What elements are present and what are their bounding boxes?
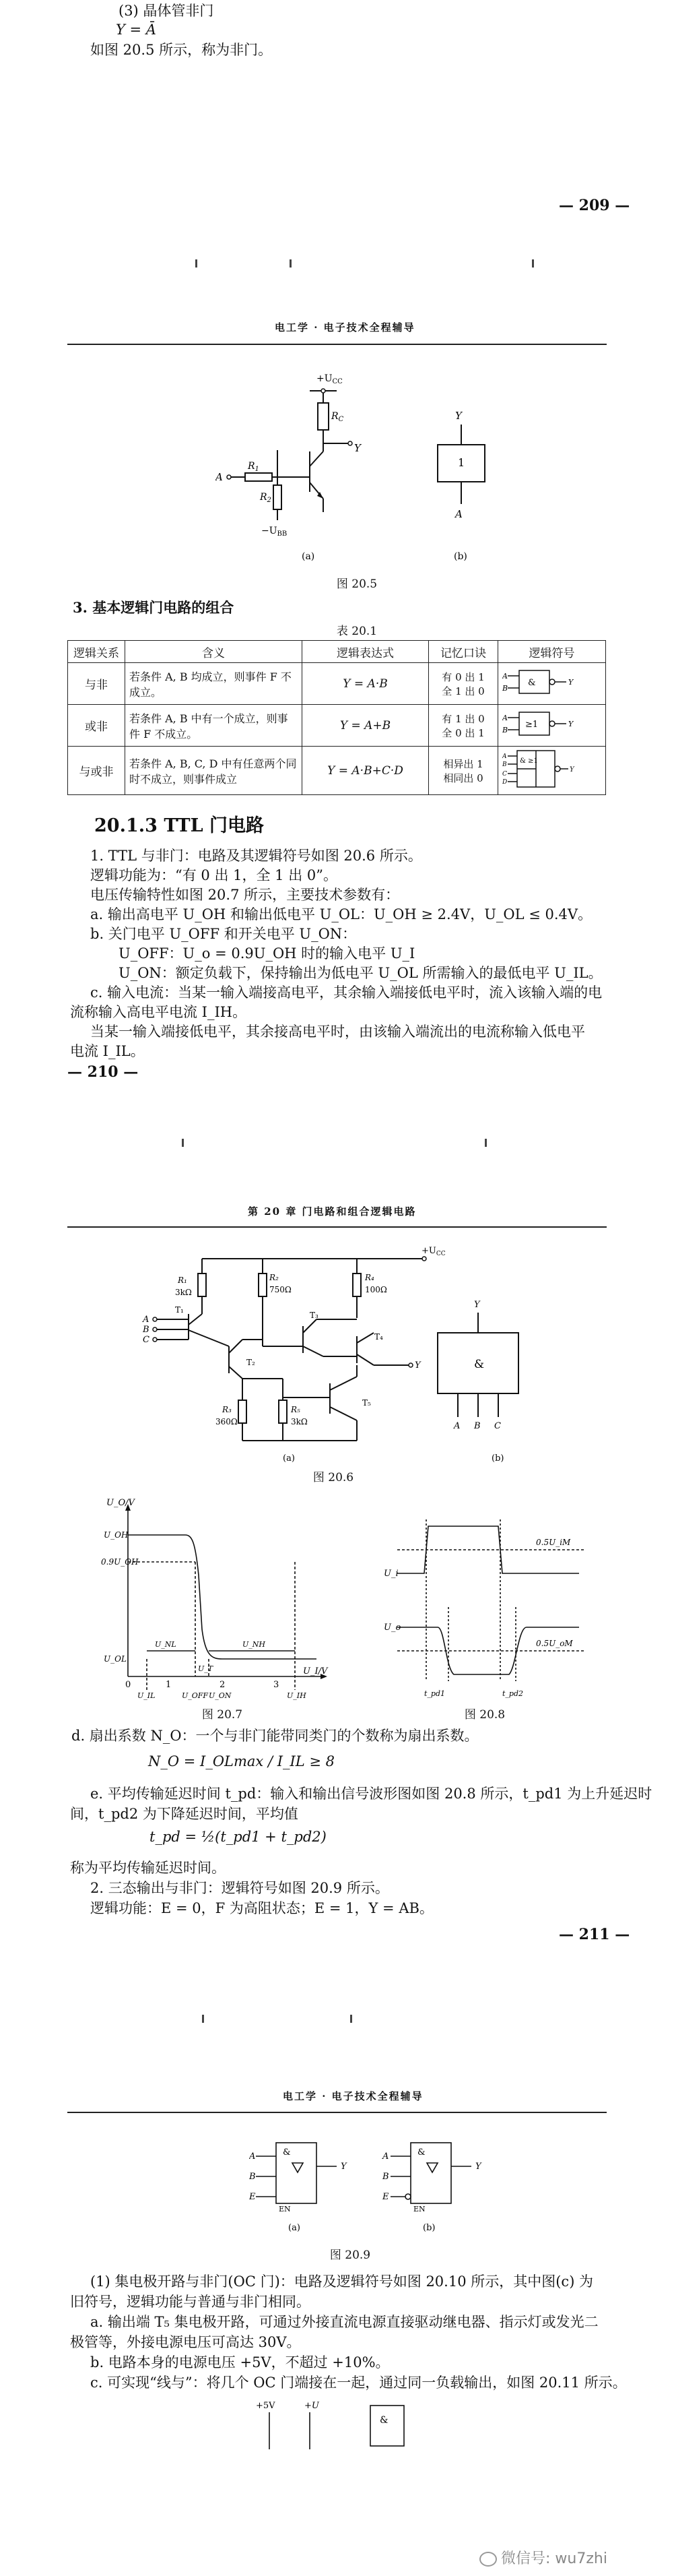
table-cell [429, 663, 498, 705]
page-number: — 211 — [559, 1926, 630, 1943]
paragraph: U_ON：额定负载下，保持输出为低电平 U_OL 所需输入的最低电平 U_IL。 [119, 965, 603, 981]
figure-20-6 [128, 1238, 559, 1468]
mnemonic: 有 0 出 1 [442, 670, 485, 683]
paragraph: 如图 20.5 所示，称为非门。 [90, 42, 273, 58]
and-text: & [283, 2147, 291, 2158]
v5-label: +5V [256, 2401, 275, 2411]
svg-text:& ≥1: & ≥1 [520, 757, 538, 765]
r5-value: 3kΩ [291, 1417, 308, 1426]
y-axis-label: U_O/V [106, 1498, 135, 1508]
uol-label: U_OL [104, 1654, 127, 1664]
svg-text:Y: Y [570, 766, 574, 774]
noise-high-label: U_NH [242, 1640, 265, 1649]
scan-mark [485, 1139, 487, 1147]
r5-label: R₅ [291, 1405, 300, 1414]
paragraph: 称为平均传输延迟时间。 [70, 1860, 226, 1876]
r3-value: 360Ω [215, 1417, 238, 1426]
figure-caption: 图 20.9 [329, 2249, 371, 2262]
svg-text:&: & [417, 2147, 426, 2158]
paragraph: 当某一输入端接低电平，其余接高电平时，由该输入端流出的电流称输入低电平 [90, 1024, 585, 1040]
paragraph: a. 输出高电平 U_OH 和输出低电平 U_OL：U_OH ≥ 2.4V，U_OL ≤ 0.4V。 [90, 906, 593, 922]
section-heading: 20.1.3 TTL 门电路 [94, 815, 264, 836]
figure-20-10-partial [242, 2399, 458, 2453]
symbol-b-label: B [474, 1421, 481, 1431]
table-cell [498, 663, 606, 705]
logic-table [67, 640, 606, 795]
figure-caption: 图 20.7 [201, 1708, 243, 1722]
uoh-label: U_OH [104, 1530, 129, 1540]
fig-a-label: (a) [288, 2223, 300, 2233]
paragraph: c. 可实现“线与”：将几个 OC 门端接在一起，通过同一负载输出，如图 20.11 所示。 [90, 2375, 627, 2391]
table-row [68, 663, 606, 705]
svg-text:E: E [249, 2192, 256, 2202]
paragraph: 电压传输特性如图 20.7 所示，主要技术参数有： [90, 887, 400, 903]
mnemonic: 全 1 出 0 [442, 685, 485, 697]
mnemonic: 全 0 出 1 [442, 726, 485, 739]
column-header: 逻辑符号 [498, 641, 606, 663]
vcc-label: $+U_{CC}$ [316, 373, 343, 385]
output-y-label: Y [354, 442, 361, 454]
uo-label: U_o [384, 1623, 401, 1633]
header-rule [67, 344, 607, 345]
expression: Y = A+B [339, 718, 391, 732]
ui-label: U_i [384, 1569, 399, 1579]
output-y-label: Y [415, 1360, 421, 1371]
paragraph: a. 输出端 T₅ 集电极开路，可通过外接直流电源直接驱动继电器、指示灯或发光二 [90, 2314, 599, 2330]
x-tick-label: 1 [166, 1680, 172, 1690]
header-rule [67, 2112, 607, 2113]
input-b-label: B [143, 1325, 149, 1335]
x-sub-label: U_ON [209, 1691, 232, 1700]
mnemonic: 相异出 1 [443, 757, 483, 770]
symbol-c-label: C [494, 1421, 501, 1431]
paragraph: 流称输入高电平电流 I_IH。 [70, 1004, 247, 1020]
paragraph: e. 平均传输延迟时间 t_pd：输入和输出信号波形图如图 20.8 所示，t_pd1 为上升延迟时 [90, 1786, 652, 1802]
t2-label: T₂ [246, 1358, 255, 1367]
svg-text:B: B [502, 684, 508, 693]
rc-label: $R_C$ [331, 411, 344, 423]
svg-text:A: A [502, 753, 507, 760]
table-cell [302, 705, 429, 747]
paragraph: (1) 集电极开路与非门(OC 门)：电路及逻辑符号如图 20.10 所示，其中图(c) 为 [90, 2273, 594, 2290]
symbol-y-label: Y [474, 1300, 480, 1310]
tpd1-label: t_pd1 [424, 1689, 446, 1698]
r3-label: R₃ [222, 1405, 232, 1414]
column-header: 记忆口诀 [429, 641, 498, 663]
running-header: 电工学 · 电子技术全程辅导 [275, 321, 415, 334]
fig-b-label: (b) [492, 1453, 504, 1464]
r4-label: R₄ [365, 1273, 374, 1282]
half-input-label: 0.5U_iM [536, 1538, 571, 1547]
svg-text:A: A [382, 2151, 389, 2162]
paragraph: 间，t_pd2 为下降延迟时间，平均值 [70, 1806, 298, 1822]
r2-value: 750Ω [269, 1285, 292, 1294]
ninety-label: 0.9U_OH [101, 1557, 139, 1567]
input-a-label: A [143, 1315, 149, 1325]
formula: Y = Ā [116, 22, 156, 38]
paragraph: U_OFF：U_o = 0.9U_OH 时的输入电平 U_I [119, 945, 415, 962]
table-cell: 与非 [68, 663, 125, 705]
svg-text:E: E [382, 2192, 389, 2202]
en-label: EN [279, 2205, 291, 2213]
figure-20-5 [215, 364, 512, 566]
fig-b-label: (b) [454, 551, 467, 562]
x-sub-label: U_OFF [182, 1691, 209, 1700]
table-row [68, 705, 606, 747]
svg-text:B: B [502, 761, 507, 768]
x-tick-label: 3 [273, 1680, 279, 1690]
svg-text:A: A [249, 2151, 256, 2162]
x-axis-label: U_I/V [303, 1666, 328, 1676]
svg-text:Y: Y [341, 2162, 347, 2172]
svg-text:B: B [502, 726, 508, 734]
formula: N_O = I_OLmax / I_IL ≥ 8 [148, 1753, 335, 1769]
symbol-y-label: Y [455, 410, 462, 422]
table-cell: 若条件 A, B 均成立，则事件 F 不成立。 [125, 663, 302, 705]
page-number: — 209 — [559, 197, 630, 214]
threshold-label: U_T [198, 1664, 213, 1673]
table-cell [498, 705, 606, 747]
figure-caption: 图 20.8 [464, 1708, 506, 1722]
scan-mark [350, 2015, 352, 2023]
svg-text:&: & [528, 678, 536, 688]
x-sub-label: U_IH [287, 1691, 306, 1700]
header-rule [67, 1226, 607, 1228]
formula: t_pd = ½(t_pd1 + t_pd2) [149, 1829, 327, 1845]
svg-text:A: A [502, 714, 508, 722]
scan-mark [202, 2015, 204, 2023]
x-sub-label: U_IL [137, 1691, 156, 1700]
symbol-text: & [474, 1358, 485, 1371]
paragraph: 逻辑功能为：“有 0 出 1，全 1 出 0”。 [90, 867, 337, 883]
symbol-a-label: A [455, 508, 463, 520]
figure-caption: 图 20.6 [312, 1471, 354, 1484]
running-header: 第 20 章 门电路和组合逻辑电路 [248, 1205, 417, 1218]
fig-b-label: (b) [423, 2223, 436, 2233]
table-cell [302, 663, 429, 705]
mnemonic: 有 1 出 0 [442, 712, 485, 725]
paragraph: 旧符号，逻辑功能与普通与非门相同。 [70, 2294, 310, 2310]
symbol-a-label: A [454, 1421, 461, 1431]
vcc-label: $+U_{CC}$ [422, 1246, 446, 1257]
table-cell [498, 747, 606, 795]
svg-text:B: B [382, 2172, 389, 2182]
paragraph: 2. 三态输出与非门：逻辑符号如图 20.9 所示。 [90, 1880, 389, 1896]
symbol-text: 1 [458, 456, 465, 469]
scan-mark [182, 1139, 184, 1147]
svg-text:EN: EN [413, 2205, 426, 2213]
table-cell [429, 747, 498, 795]
column-header: 含义 [125, 641, 302, 663]
running-header: 电工学 · 电子技术全程辅导 [283, 2090, 424, 2102]
input-c-label: C [143, 1335, 149, 1345]
half-output-label: 0.5U_oM [536, 1639, 573, 1648]
column-header: 逻辑关系 [68, 641, 125, 663]
watermark: 微信号: wu7zhi [479, 2547, 607, 2568]
scan-mark [195, 259, 197, 268]
r2-label: $R_2$ [260, 492, 271, 504]
t5-label: T₅ [362, 1398, 371, 1408]
svg-text:D: D [502, 779, 508, 786]
svg-text:Y: Y [568, 678, 574, 687]
wechat-icon [479, 2552, 497, 2567]
paragraph: 逻辑功能：E = 0，F 为高阻状态；E = 1，Y = AB。 [90, 1900, 434, 1916]
paragraph: 1. TTL 与非门：电路及其逻辑符号如图 20.6 所示。 [90, 848, 422, 864]
svg-text:≥1: ≥1 [525, 720, 539, 730]
expression: Y = A·B+C·D [327, 763, 403, 778]
table-header-row [68, 641, 606, 663]
ubb-label: $-U_{BB}$ [261, 526, 288, 538]
paragraph: b. 关门电平 U_OFF 和开关电平 U_ON： [90, 926, 357, 942]
column-header: 逻辑表达式 [302, 641, 429, 663]
table-cell [429, 705, 498, 747]
table-title: 表 20.1 [336, 625, 378, 638]
table-cell [302, 747, 429, 795]
r1-label: $R_1$ [248, 461, 259, 473]
r1-label: R₁ [178, 1276, 187, 1285]
x-tick-label: 2 [220, 1680, 226, 1690]
t4-label: T₄ [374, 1332, 383, 1342]
paragraph: 极管等，外接电源电压可高达 30V。 [70, 2334, 301, 2350]
r1-value: 3kΩ [175, 1288, 192, 1297]
fig-a-label: (a) [302, 551, 315, 562]
scan-mark [532, 259, 534, 268]
paragraph: d. 扇出系数 N_O：一个与非门能带同类门的个数称为扇出系数。 [71, 1728, 479, 1744]
table-cell: 若条件 A, B, C, D 中有任意两个同时不成立，则事件成立 [125, 747, 302, 795]
paragraph: c. 输入电流：当某一输入端接高电平，其余输入端接低电平时，流入该输入端的电 [90, 984, 603, 1001]
tpd2-label: t_pd2 [502, 1689, 524, 1698]
r2-label: R₂ [269, 1273, 279, 1282]
svg-text:A: A [502, 672, 508, 681]
svg-text:Y: Y [475, 2162, 481, 2172]
paragraph: 电流 I_IL。 [70, 1043, 145, 1059]
figure-20-7 [101, 1495, 357, 1703]
table-cell: 或非 [68, 705, 125, 747]
nor-symbol [502, 707, 576, 741]
mnemonic: 相同出 0 [443, 772, 483, 784]
r4-value: 100Ω [365, 1285, 387, 1294]
svg-text:C: C [502, 771, 507, 778]
svg-text:B: B [249, 2172, 256, 2182]
expression: Y = A·B [343, 677, 388, 691]
noise-low-label: U_NL [155, 1640, 176, 1649]
and-or-invert-symbol [502, 748, 576, 790]
scan-mark [290, 259, 292, 268]
page-number: — 210 — [67, 1063, 139, 1081]
u-label: +U [304, 2401, 319, 2411]
and-text: & [380, 2415, 389, 2426]
paragraph: b. 电路本身的电源电压 +5V，不超过 +10%。 [90, 2354, 390, 2370]
figure-20-8 [384, 1506, 599, 1701]
table-cell: 若条件 A, B 中有一个成立，则事件 F 不成立。 [125, 705, 302, 747]
figure-caption: 图 20.5 [336, 577, 378, 591]
fig-a-label: (a) [283, 1453, 295, 1464]
input-a-label: A [215, 471, 223, 483]
table-row [68, 747, 606, 795]
table-cell: 与或非 [68, 747, 125, 795]
svg-text:Y: Y [568, 720, 574, 728]
t3-label: T₃ [310, 1311, 318, 1320]
x-tick-label: 0 [125, 1680, 131, 1690]
list-item: (3) 晶体管非门 [119, 3, 214, 19]
t1-label: T₁ [175, 1305, 184, 1315]
figure-20-9 [249, 2129, 505, 2237]
section-heading: 3. 基本逻辑门电路的组合 [73, 599, 234, 616]
nand-symbol [502, 665, 576, 699]
